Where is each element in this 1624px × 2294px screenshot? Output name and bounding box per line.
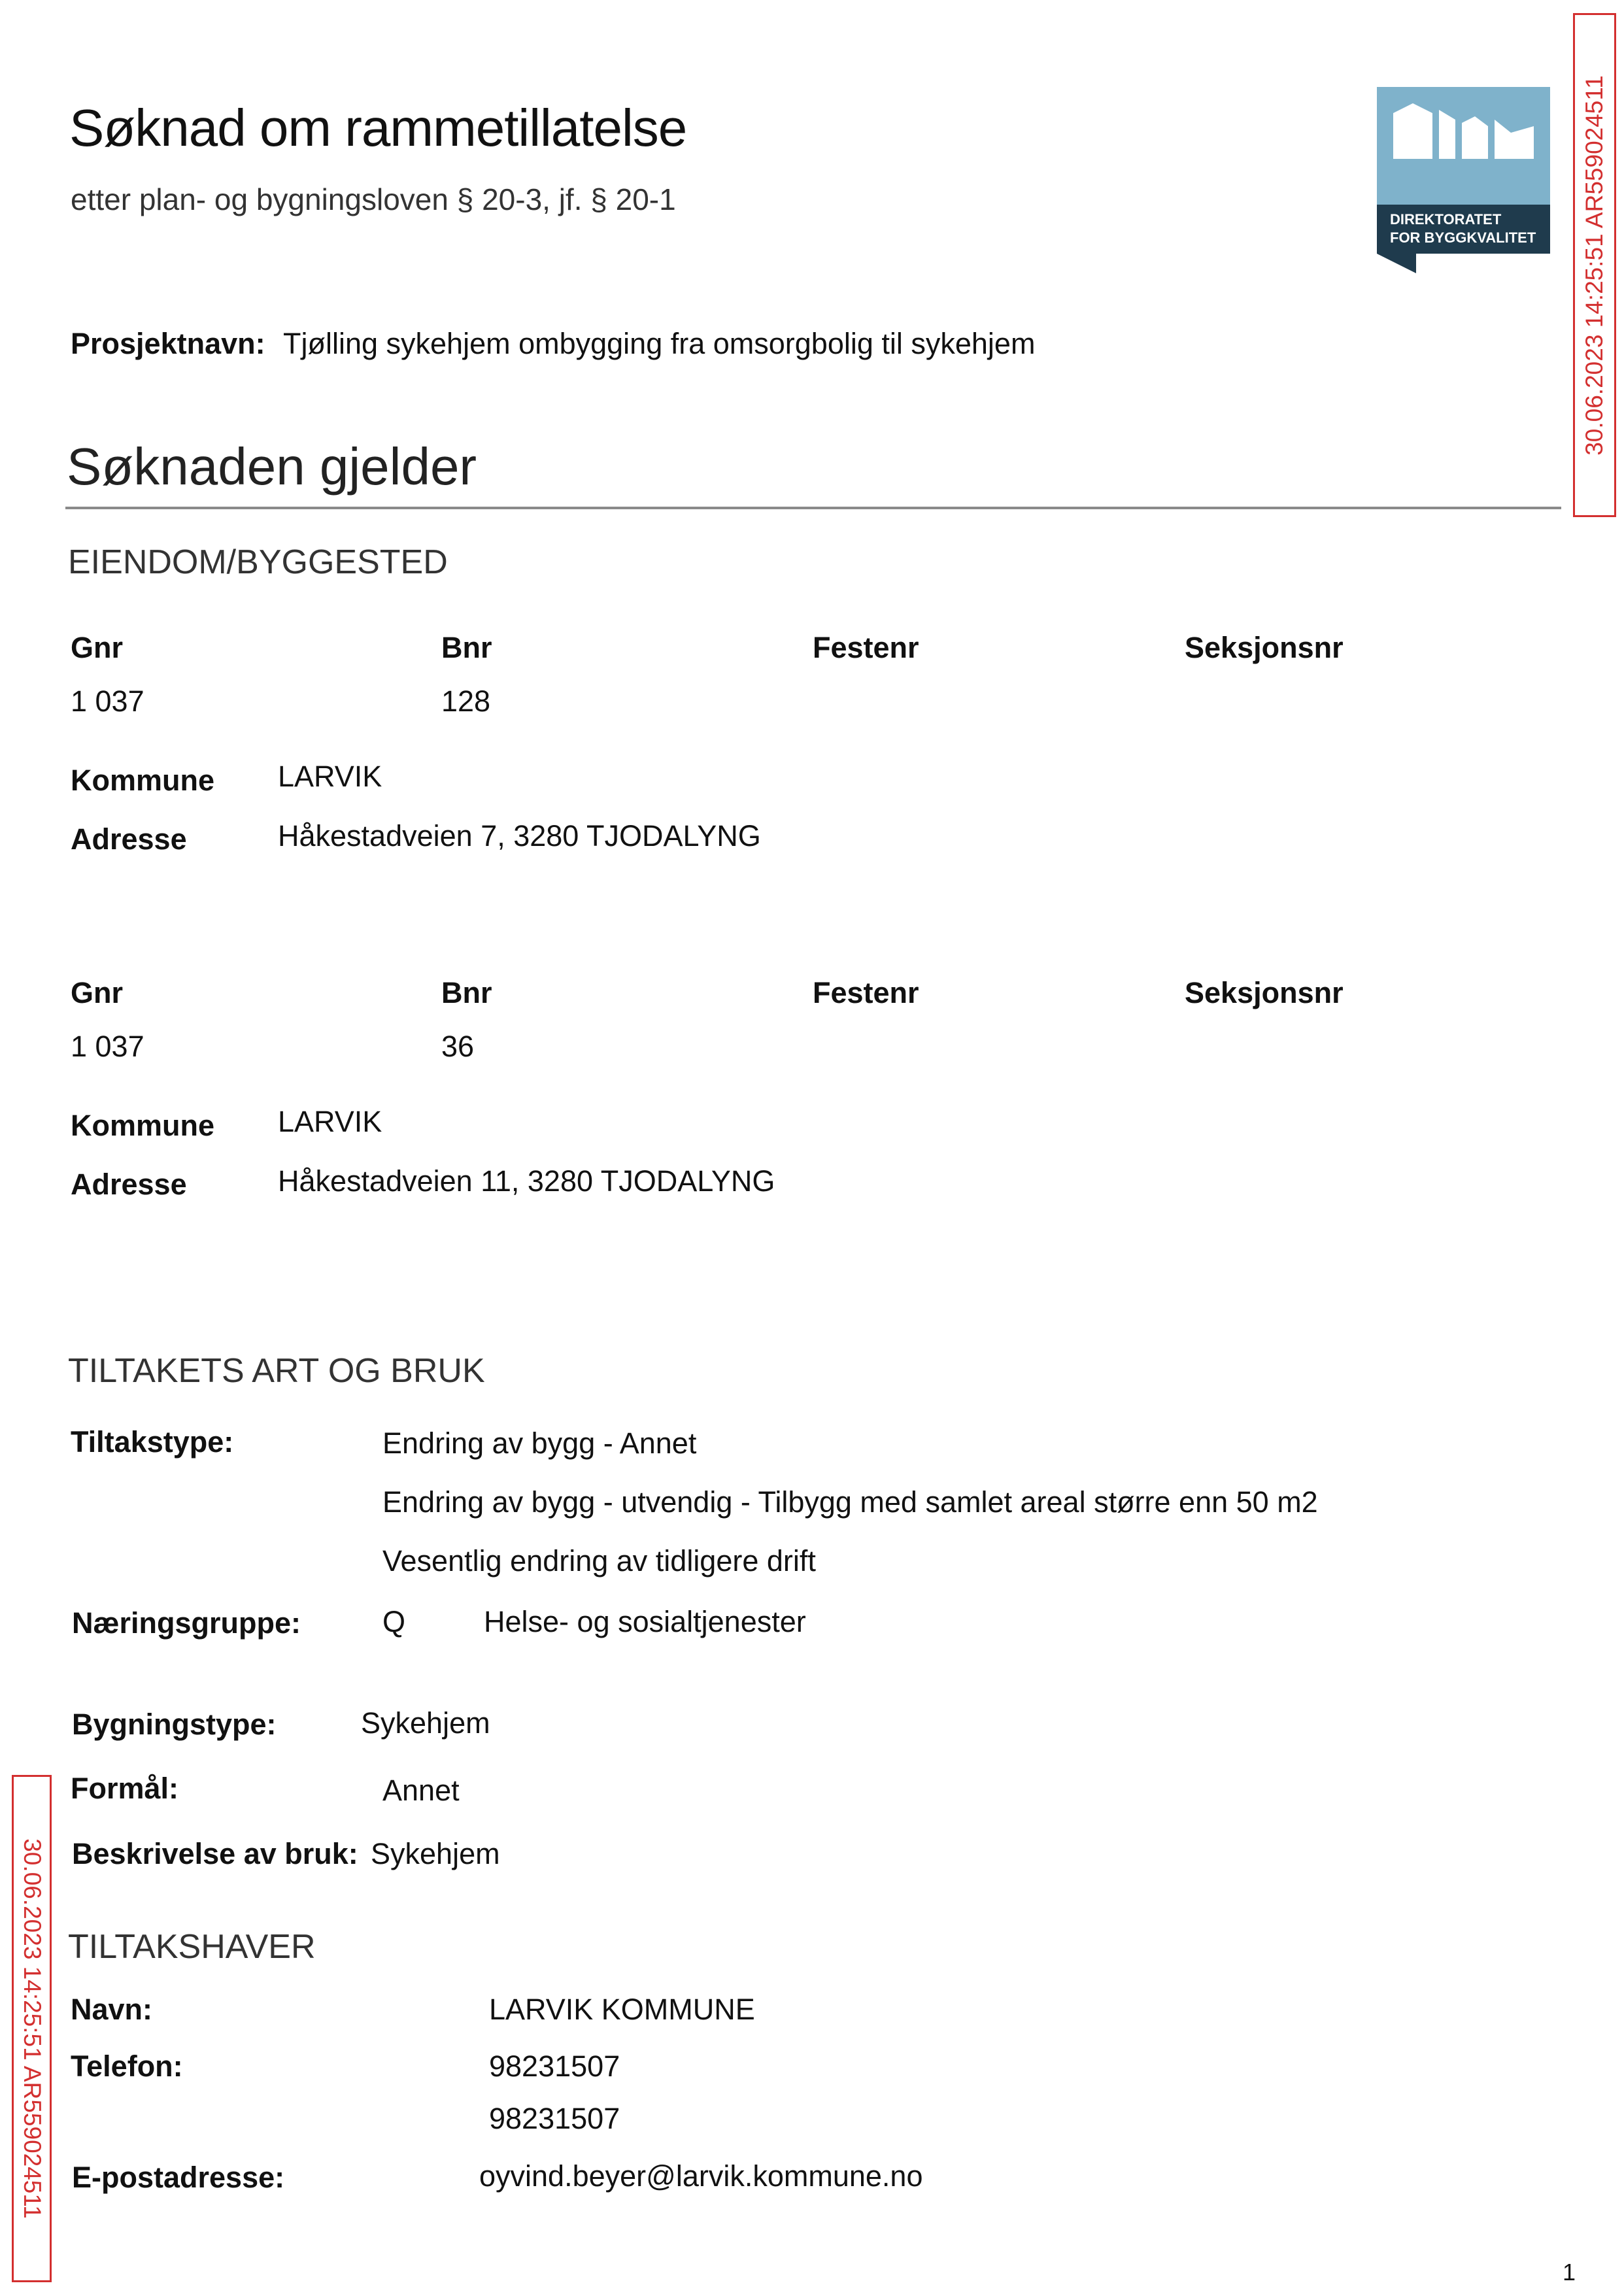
telefon-value: 98231507	[489, 2102, 620, 2135]
stamp-text: 30.06.2023 14:25:51 AR559024511	[1581, 75, 1608, 456]
epost-value: oyvind.beyer@larvik.kommune.no	[479, 2159, 923, 2193]
tiltakstype-item: Endring av bygg - Annet	[382, 1426, 697, 1460]
naeringsgruppe-label: Næringsgruppe:	[72, 1606, 301, 1640]
property-1-bnr: 128	[441, 684, 491, 718]
bnr-label: Bnr	[441, 631, 492, 664]
epost-label: E-postadresse:	[72, 2161, 285, 2194]
seksjonsnr-label: Seksjonsnr	[1185, 976, 1344, 1009]
stamp-text: 30.06.2023 14:25:51 AR559024511	[18, 1838, 46, 2219]
archive-stamp-top	[1573, 13, 1616, 517]
archive-stamp-bottom	[12, 1775, 52, 2282]
document-title: Søknad om rammetillatelse	[69, 99, 687, 157]
bygningstype-value: Sykehjem	[361, 1706, 490, 1740]
naeringsgruppe-value: Helse- og sosialtjenester	[484, 1605, 806, 1638]
bnr-label: Bnr	[441, 976, 492, 1009]
navn-label: Navn:	[71, 1993, 153, 2026]
adresse-label: Adresse	[71, 822, 187, 856]
kommune-label: Kommune	[71, 1109, 215, 1142]
tiltakstype-item: Vesentlig endring av tidligere drift	[382, 1544, 816, 1577]
adresse-label: Adresse	[71, 1168, 187, 1201]
dibk-logo	[1377, 87, 1550, 277]
formal-label: Formål:	[71, 1772, 179, 1805]
telefon-label: Telefon:	[71, 2049, 183, 2083]
navn-value: LARVIK KOMMUNE	[489, 1993, 755, 2026]
gnr-label: Gnr	[71, 976, 124, 1009]
beskrivelse-bruk-value: Sykehjem	[371, 1837, 500, 1870]
property-1-adresse: Håkestadveien 7, 3280 TJODALYNG	[278, 819, 761, 852]
bygningstype-label: Bygningstype:	[72, 1708, 277, 1741]
tiltakshaver-heading: TILTAKSHAVER	[68, 1928, 316, 1966]
section-divider	[65, 507, 1561, 509]
gnr-label: Gnr	[71, 631, 124, 664]
beskrivelse-bruk-label: Beskrivelse av bruk:	[72, 1837, 358, 1870]
tiltak-heading: TILTAKETS ART OG BRUK	[68, 1352, 485, 1390]
property-2-adresse: Håkestadveien 11, 3280 TJODALYNG	[278, 1164, 775, 1198]
property-2-bnr: 36	[441, 1030, 475, 1063]
kommune-label: Kommune	[71, 764, 215, 797]
property-1-kommune: LARVIK	[278, 760, 382, 793]
logo-flag-tail	[1377, 254, 1416, 273]
section-title: Søknaden gjelder	[67, 437, 477, 496]
eiendom-heading: EIENDOM/BYGGESTED	[68, 543, 448, 581]
document-subtitle: etter plan- og bygningsloven § 20-3, jf. § 20-1	[71, 182, 676, 216]
project-name: Tjølling sykehjem ombygging fra omsorgbolig til sykehjem	[283, 327, 1036, 360]
naeringsgruppe-code: Q	[382, 1605, 406, 1638]
telefon-value: 98231507	[489, 2049, 620, 2083]
festenr-label: Festenr	[813, 976, 919, 1009]
project-label: Prosjektnavn:	[71, 327, 265, 360]
logo-text-line-2: FOR BYGGKVALITET	[1390, 229, 1536, 246]
festenr-label: Festenr	[813, 631, 919, 664]
logo-text-line-1: DIREKTORATET	[1390, 211, 1502, 228]
tiltakstype-label: Tiltakstype:	[71, 1425, 234, 1459]
formal-value: Annet	[382, 1774, 460, 1807]
seksjonsnr-label: Seksjonsnr	[1185, 631, 1344, 664]
property-2-gnr: 1 037	[71, 1030, 144, 1063]
tiltakstype-item: Endring av bygg - utvendig - Tilbygg med samlet areal større enn 50 m2	[382, 1485, 1318, 1519]
page-number: 1	[1563, 2259, 1576, 2286]
property-1-gnr: 1 037	[71, 684, 144, 718]
property-2-kommune: LARVIK	[278, 1105, 382, 1138]
